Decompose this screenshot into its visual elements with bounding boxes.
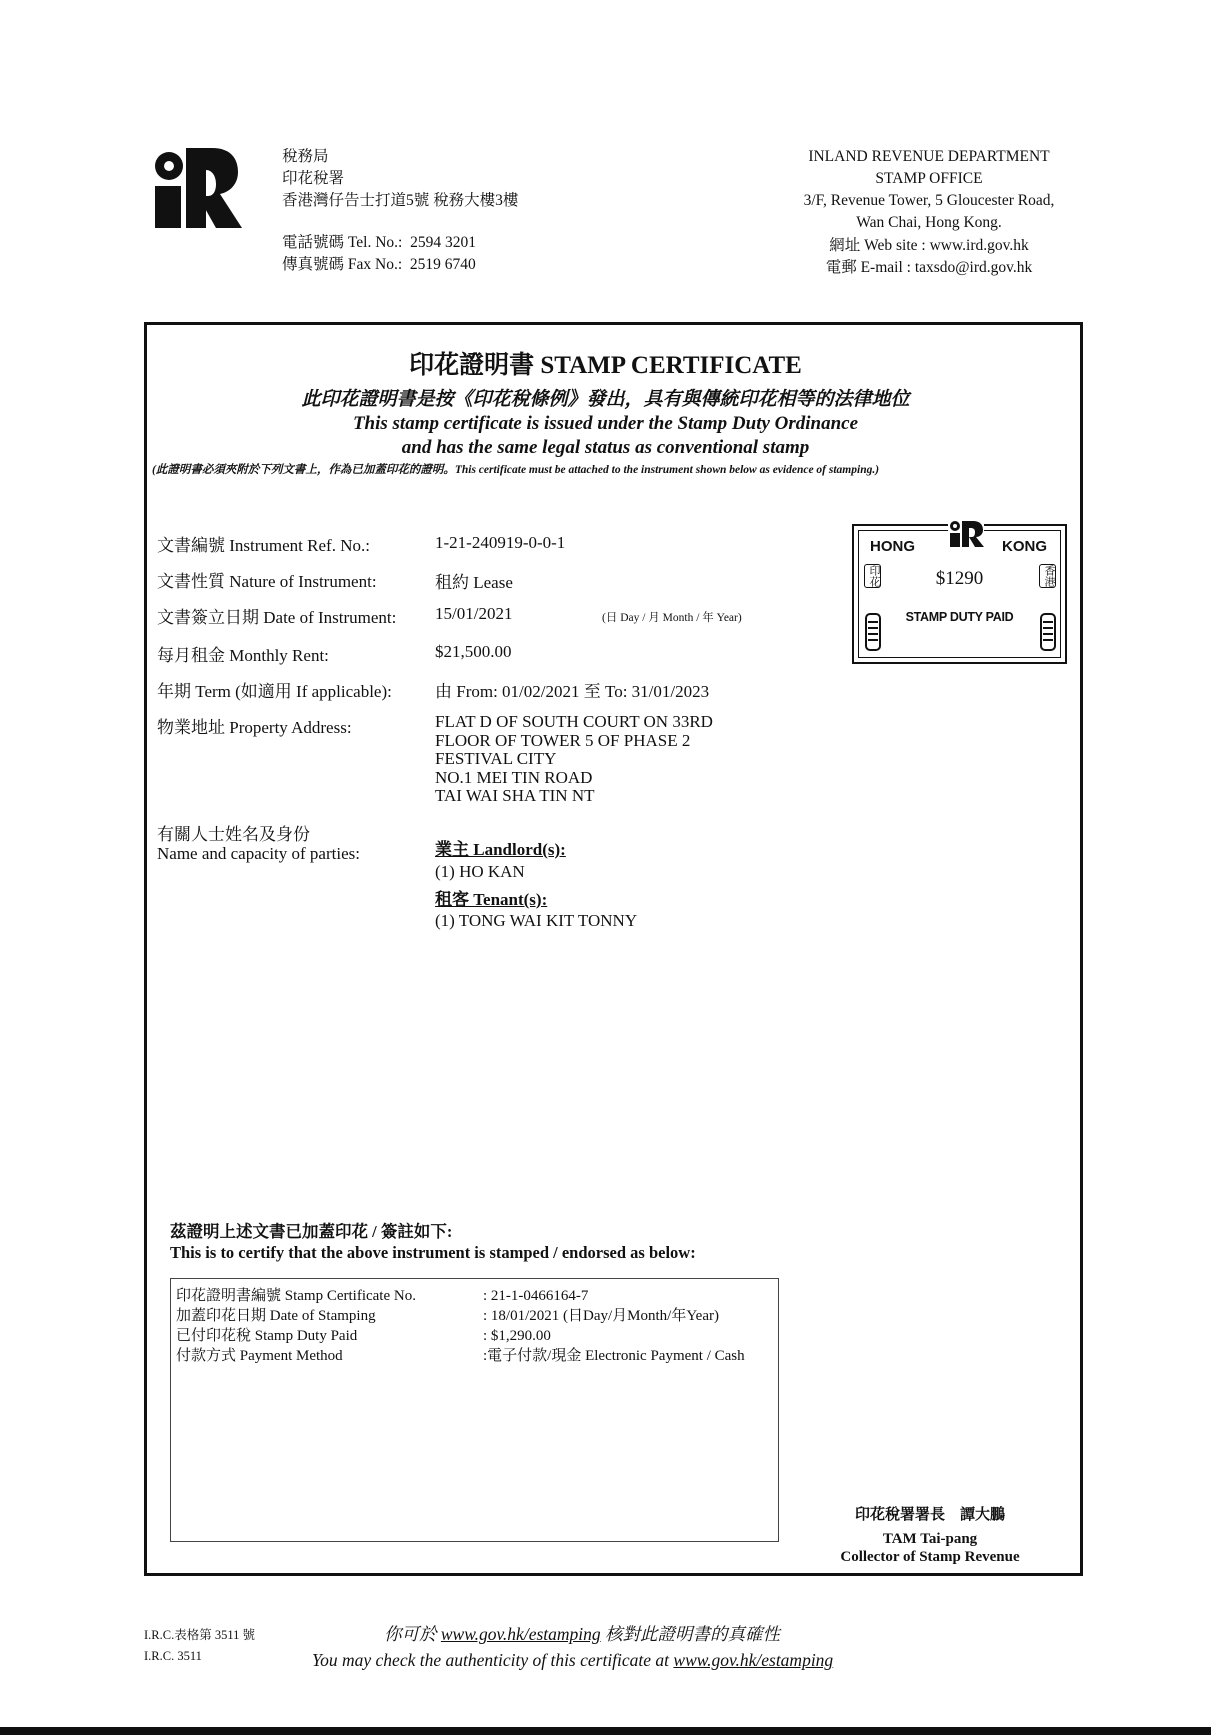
term-label: 年期 Term (如適用 If applicable): — [157, 682, 392, 701]
detail-row — [176, 1326, 745, 1346]
header-left-address — [282, 146, 518, 212]
detail-value: :電子付款/現金 Electronic Payment / Cash — [483, 1348, 745, 1364]
header-website: 網址 Web site : www.ird.gov.hk — [829, 237, 1029, 254]
tenant-name: (1) TONG WAI KIT TONNY — [435, 911, 638, 930]
collector-title: Collector of Stamp Revenue — [840, 1549, 1020, 1565]
stamp-right-ornament-icon — [1039, 612, 1057, 652]
parties-label-en: Name and capacity of parties: — [157, 843, 360, 863]
detail-row — [176, 1286, 745, 1306]
certify-statement-zh: 茲證明上述文書已加蓋印花 / 簽註如下: — [170, 1222, 453, 1241]
instrument-ref-label: 文書編號 Instrument Ref. No.: — [157, 536, 370, 555]
stamp-amount: $1290 — [935, 568, 984, 589]
detail-value: : $1,290.00 — [483, 1328, 551, 1344]
parties-label-zh: 有關人士姓名及身份 — [157, 825, 310, 844]
header-address-zh: 香港灣仔告士打道5號 稅務大樓3樓 — [282, 192, 519, 209]
verify-line-zh — [384, 1621, 780, 1646]
parties-label — [157, 826, 360, 863]
fax-label: 傳真號碼 Fax No.: — [282, 256, 403, 273]
rent-label: 每月租金 Monthly Rent: — [157, 646, 329, 665]
form-number-en: I.R.C. 3511 — [144, 1649, 202, 1663]
stamping-details — [176, 1286, 745, 1366]
address-line: NO.1 MEI TIN ROAD — [435, 767, 593, 787]
date-format-hint: (日 Day / 月 Month / 年 Year) — [602, 612, 742, 624]
detail-label: 加蓋印花日期 Date of Stamping — [176, 1308, 376, 1324]
header-dept-en: INLAND REVENUE DEPARTMENT — [808, 148, 1050, 165]
fax-value: 2519 6740 — [409, 256, 476, 273]
certificate-subtitle-zh: 此印花證明書是按《印花稅條例》發出，具有與傳統印花相等的法律地位 — [301, 389, 910, 410]
detail-row — [176, 1346, 745, 1366]
stamp-logo — [948, 520, 984, 548]
property-address — [435, 713, 713, 806]
signature-block — [800, 1530, 1060, 1566]
page-bottom-edge — [0, 1727, 1211, 1735]
header-email: 電郵 E-mail : taxsdo@ird.gov.hk — [825, 259, 1033, 276]
header-office-zh: 印花稅署 — [282, 170, 345, 187]
verify-line-en — [312, 1650, 833, 1671]
landlord-name: (1) HO KAN — [435, 862, 525, 881]
certify-statement-en: This is to certify that the above instrument is stamped / endorsed as below: — [170, 1243, 696, 1262]
certificate-attach-note: (此證明書必須夾附於下列文書上，作為已加蓋印花的證明。This certificate must be attached to the instrument shown below as evidence of stamping.) — [152, 464, 880, 476]
certificate-title: 印花證明書 STAMP CERTIFICATE — [409, 352, 802, 379]
date-label: 文書簽立日期 Date of Instrument: — [157, 608, 397, 627]
detail-label: 付款方式 Payment Method — [176, 1348, 343, 1364]
stamp-duty-paid-stamp — [852, 524, 1067, 664]
nature-label: 文書性質 Nature of Instrument: — [157, 572, 377, 591]
detail-value: : 21-1-0466164-7 — [483, 1288, 589, 1304]
detail-value: : 18/01/2021 (日Day/月Month/年Year) — [483, 1308, 719, 1324]
header-dept-zh: 稅務局 — [282, 148, 329, 165]
header-address-en-1: 3/F, Revenue Tower, 5 Gloucester Road, — [803, 192, 1055, 209]
detail-label: 印花證明書編號 Stamp Certificate No. — [176, 1288, 416, 1304]
stamp-paid-text: STAMP DUTY PAID — [905, 610, 1014, 624]
stamp-left-tag: 印花 — [864, 564, 881, 588]
form-number-zh: I.R.C.表格第 3511 號 — [144, 1628, 255, 1642]
term-value: 由 From: 01/02/2021 至 To: 31/01/2023 — [435, 682, 710, 701]
date-value: 15/01/2021 — [435, 604, 513, 623]
verify-zh-suffix: 核對此證明書的真確性 — [600, 1624, 781, 1644]
tel-label: 電話號碼 Tel. No.: — [282, 234, 403, 251]
ird-logo — [150, 146, 242, 230]
detail-label: 已付印花稅 Stamp Duty Paid — [176, 1328, 358, 1344]
address-line: FLAT D OF SOUTH COURT ON 33RD — [435, 712, 713, 731]
rent-value: $21,500.00 — [435, 642, 512, 661]
stamp-kong: KONG — [1002, 538, 1047, 555]
stamp-left-ornament-icon — [864, 612, 882, 652]
stamp-hong: HONG — [870, 538, 915, 555]
signature-zh: 印花稅署署長 譚大鵬 — [854, 1506, 1005, 1523]
header-contacts — [282, 232, 476, 276]
estamping-link-en[interactable]: www.gov.hk/estamping — [673, 1650, 834, 1670]
ird-logo-icon — [150, 146, 242, 230]
tel-value: 2594 3201 — [410, 234, 476, 251]
instrument-ref-value: 1-21-240919-0-0-1 — [435, 533, 566, 552]
certificate-subtitle-en-2: and has the same legal status as conventional stamp — [401, 437, 810, 458]
detail-row — [176, 1306, 745, 1326]
address-label: 物業地址 Property Address: — [157, 718, 352, 737]
header-address-en-2: Wan Chai, Hong Kong. — [856, 214, 1002, 231]
address-line: FLOOR OF TOWER 5 OF PHASE 2 — [435, 730, 691, 750]
estamping-link-zh[interactable]: www.gov.hk/estamping — [440, 1624, 601, 1644]
header-office-en: STAMP OFFICE — [875, 170, 983, 187]
stamp-right-tag: 香港 — [1039, 564, 1056, 588]
header-right-address — [784, 146, 1074, 279]
collector-name: TAM Tai-pang — [882, 1531, 978, 1547]
verify-zh-prefix: 你可於 — [384, 1624, 441, 1644]
verify-en-prefix: You may check the authenticity of this certificate at — [312, 1650, 674, 1670]
address-line: FESTIVAL CITY — [435, 749, 557, 768]
landlord-heading: 業主 Landlord(s): — [435, 840, 566, 859]
certificate-subtitle-en-1: This stamp certificate is issued under the Stamp Duty Ordinance — [352, 413, 859, 434]
ird-stamp-logo-icon — [948, 520, 984, 548]
nature-value: 租約 Lease — [435, 573, 513, 592]
address-line: TAI WAI SHA TIN NT — [435, 786, 595, 805]
tenant-heading: 租客 Tenant(s): — [435, 890, 548, 909]
